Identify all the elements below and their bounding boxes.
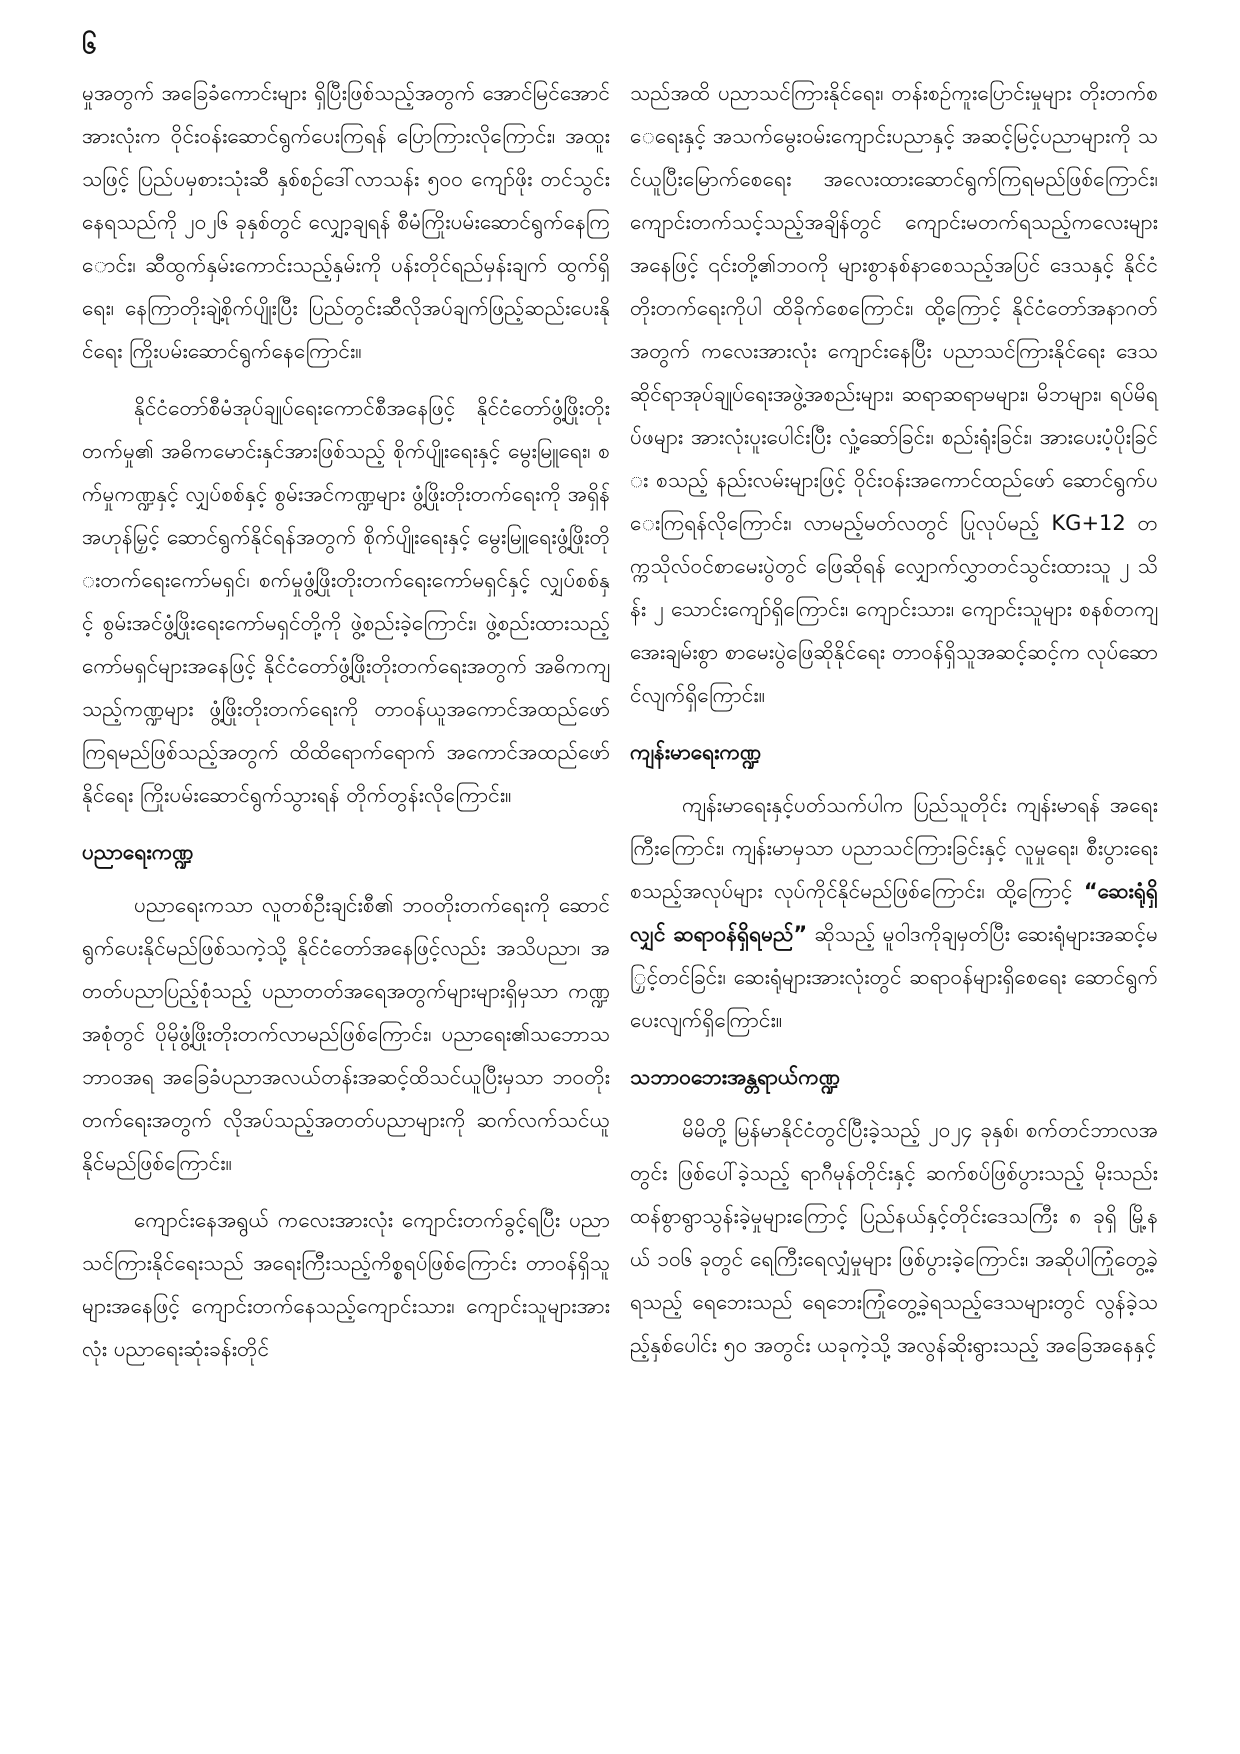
page-number: ၆ bbox=[82, 30, 97, 60]
emphasized-quote: “ဆေးရုံရှိလျှင် ဆရာဝန်ရှိရမည်” bbox=[630, 879, 1158, 946]
paragraph: မှုအတွက် အခြေခံကောင်းများ ရှိပြီးဖြစ်သည့်အတွက် အောင်မြင်အောင်အားလုံးက ဝိုင်းဝန်းဆောင်ရွက်ပေးကြရန် ပြောကြားလိုကြောင်း၊ အထူးသဖြင့် ပြည်ပမှစားသုံးဆီ နှစ်စဉ်ဒေါ်လာသန်း ၅၀၀ ကျော်ဖိုး တင်သွင်းနေရသည်ကို ၂၀၂၆ ခုနှစ်တွင် လျှော့ချရန် စီမံကြိုးပမ်းဆောင်ရွက်နေကြောင်း၊ ဆီထွက်နှမ်းကောင်းသည့်နှမ်းကို ပန်းတိုင်ရည်မှန်းချက် ထွက်ရှိရေး၊ နေကြာတိုးချဲ့စိုက်ပျိုးပြီး ပြည်တွင်းဆီလိုအပ်ချက်ဖြည့်ဆည်းပေးနိုင်ရေး ကြိုးပမ်းဆောင်ရွက်နေကြောင်း။ bbox=[82, 81, 610, 363]
right-column bbox=[630, 72, 1158, 1385]
text-columns bbox=[82, 72, 1158, 1385]
section-heading-disaster: သဘာဝဘေးအန္တရာယ်ကဏ္ဍ bbox=[630, 1065, 840, 1089]
section-heading-health: ကျန်းမာရေးကဏ္ဍ bbox=[630, 740, 762, 764]
section-heading-education: ပညာရေးကဏ္ဍ bbox=[82, 840, 194, 864]
paragraph-text: ကျန်းမာရေးနှင့်ပတ်သက်ပါက ပြည်သူတိုင်း ကျန်းမာရန် အရေးကြီးကြောင်း၊ ကျန်းမာမှသာ ပညာသင်ကြားခြင်းနှင့် လူမှုရေး၊ စီးပွားရေး စသည့်အလုပ်များ လုပ်ကိုင်နိုင်မည်ဖြစ်ကြောင်း၊ ထို့ကြောင့် bbox=[630, 793, 1158, 903]
paragraph: မိမိတို့ မြန်မာနိုင်ငံတွင်ပြီးခဲ့သည့် ၂၀၂၄ ခုနှစ်၊ စက်တင်ဘာလအတွင်း ဖြစ်ပေါ်ခဲ့သည့် ရာဂီမုန်တိုင်းနှင့် ဆက်စပ်ဖြစ်ပွားသည့် မိုးသည်းထန်စွာရွာသွန်းခဲ့မှုများကြောင့် ပြည်နယ်နှင့်တိုင်းဒေသကြီး ၈ ခုရှိ မြို့နယ် ၁၀၆ ခုတွင် ရေကြီးရေလျှံမှုများ ဖြစ်ပွားခဲ့ကြောင်း၊ အဆိုပါကြုံတွေ့ခဲ့ရသည့် ရေဘေးသည် ရေဘေးကြုံတွေ့ခဲ့ရသည့်ဒေသများတွင် လွန်ခဲ့သည့်နှစ်ပေါင်း ၅၀ အတွင်း ယခုကဲ့သို့ အလွန်ဆိုးရွားသည့် အခြေအနေနှင့် bbox=[630, 1118, 1158, 1357]
paragraph: သည်အထိ ပညာသင်ကြားနိုင်ရေး၊ တန်းစဉ်ကူးပြောင်းမှုများ တိုးတက်စေရေးနှင့် အသက်မွေးဝမ်းကျောင်းပညာနှင့် အဆင့်မြင့်ပညာများကို သင်ယူပြီးမြောက်စေရေး အလေးထားဆောင်ရွက်ကြရမည်ဖြစ်ကြောင်း၊ ကျောင်းတက်သင့်သည့်အချိန်တွင် ကျောင်းမတက်ရသည့်ကလေးများအနေဖြင့် ၎င်းတို့၏ဘဝကို များစွာနစ်နာစေသည့်အပြင် ဒေသနှင့် နိုင်ငံတိုးတက်ရေးကိုပါ ထိခိုက်စေကြောင်း၊ ထို့ကြောင့် နိုင်ငံတော်အနာဂတ်အတွက် ကလေးအားလုံး ကျောင်းနေပြီး ပညာသင်ကြားနိုင်ရေး ဒေသဆိုင်ရာအုပ်ချုပ်ရေးအဖွဲ့အစည်းများ၊ ဆရာဆရာမများ၊ မိဘများ၊ ရပ်မိရပ်ဖများ အားလုံးပူးပေါင်းပြီး လှုံ့ဆော်ခြင်း၊ စည်းရုံးခြင်း၊ အားပေးပံ့ပိုးခြင်း စသည့် နည်းလမ်းများဖြင့် ဝိုင်းဝန်းအကောင်ထည်ဖော် ဆောင်ရွက်ပေးကြရန်လိုကြောင်း၊ လာမည့်မတ်လတွင် ပြုလုပ်မည့် KG+12 တက္ကသိုလ်ဝင်စာမေးပွဲတွင် ဖြေဆိုရန် လျှောက်လွှာတင်သွင်းထားသူ ၂ သိန်း ၂ သောင်းကျော်ရှိကြောင်း၊ ကျောင်းသား၊ ကျောင်းသူများ စနစ်တကျ အေးချမ်းစွာ စာမေးပွဲဖြေဆိုနိုင်ရေး တာဝန်ရှိသူအဆင့်ဆင့်က လုပ်ဆောင်လျက်ရှိကြောင်း။ bbox=[630, 81, 1158, 707]
paragraph: ပညာရေးကသာ လူတစ်ဦးချင်းစီ၏ ဘဝတိုးတက်ရေးကို ဆောင်ရွက်ပေးနိုင်မည်ဖြစ်သကဲ့သို့ နိုင်ငံတော်အနေဖြင့်လည်း အသိပညာ၊ အတတ်ပညာပြည့်စုံသည့် ပညာတတ်အရေအတွက်များများရှိမှသာ ကဏ္ဍအစုံတွင် ပိုမိုဖွံ့ဖြိုးတိုးတက်လာမည်ဖြစ်ကြောင်း၊ ပညာရေး၏သဘောသဘာဝအရ အခြေခံပညာအလယ်တန်းအဆင့်ထိသင်ယူပြီးမှသာ ဘဝတိုးတက်ရေးအတွက် လိုအပ်သည့်အတတ်ပညာများကို ဆက်လက်သင်ယူနိုင်မည်ဖြစ်ကြောင်း။ bbox=[82, 893, 610, 1175]
paragraph-text: ဆိုသည့် မူဝါဒကိုချမှတ်ပြီး ဆေးရုံများအဆင့်မြှင့်တင်ခြင်း၊ ဆေးရုံများအားလုံးတွင် ဆရာဝန်များရှိစေရေး ဆောင်ရွက်ပေးလျက်ရှိကြောင်း။ bbox=[630, 922, 1158, 1032]
paragraph: ကျောင်းနေအရွယ် ကလေးအားလုံး ကျောင်းတက်ခွင့်ရပြီး ပညာသင်ကြားနိုင်ရေးသည် အရေးကြီးသည့်ကိစ္စရပ်ဖြစ်ကြောင်း တာဝန်ရှိသူများအနေဖြင့် ကျောင်းတက်နေသည့်ကျောင်းသား၊ ကျောင်းသူများအားလုံး ပညာရေးဆုံးခန်းတိုင် bbox=[82, 1208, 610, 1361]
paragraph: နိုင်ငံတော်စီမံအုပ်ချုပ်ရေးကောင်စီအနေဖြင့် နိုင်ငံတော်ဖွံ့ဖြိုးတိုးတက်မှု၏ အဓိကမောင်းနှင်အားဖြစ်သည့် စိုက်ပျိုးရေးနှင့် မွေးမြူရေး၊ စက်မှုကဏ္ဍနှင့် လျှပ်စစ်နှင့် စွမ်းအင်ကဏ္ဍများ ဖွံ့ဖြိုးတိုးတက်ရေးကို အရှိန်အဟုန်မြှင့် ဆောင်ရွက်နိုင်ရန်အတွက် စိုက်ပျိုးရေးနှင့် မွေးမြူရေးဖွံ့ဖြိုးတိုးတက်ရေးကော်မရှင်၊ စက်မှုဖွံ့ဖြိုးတိုးတက်ရေးကော်မရှင်နှင့် လျှပ်စစ်နှင့် စွမ်းအင်ဖွံ့ဖြိုးရေးကော်မရှင်တို့ကို ဖွဲ့စည်းခဲ့ကြောင်း၊ ဖွဲ့စည်းထားသည့် ကော်မရှင်များအနေဖြင့် နိုင်ငံတော်ဖွံ့ဖြိုးတိုးတက်ရေးအတွက် အဓိကကျသည့်ကဏ္ဍများ ဖွံ့ဖြိုးတိုးတက်ရေးကို တာဝန်ယူအကောင်အထည်ဖော်ကြရမည်ဖြစ်သည့်အတွက် ထိထိရောက်ရောက် အကောင်အထည်ဖော်နိုင်ရေး ကြိုးပမ်းဆောင်ရွက်သွားရန် တိုက်တွန်းလိုကြောင်း။ bbox=[82, 396, 610, 807]
left-column bbox=[82, 72, 610, 1385]
paragraph bbox=[630, 784, 1158, 1042]
